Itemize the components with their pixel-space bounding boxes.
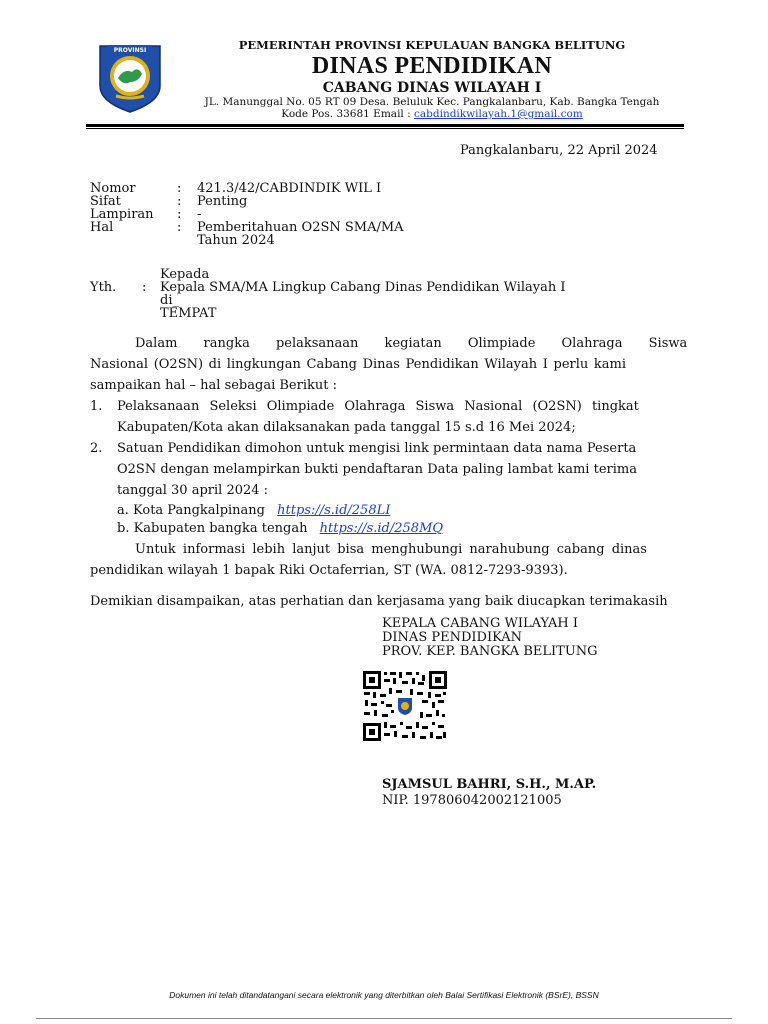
link-bangka-tengah[interactable]: https://s.id/258MQ: [319, 521, 444, 536]
letterhead-government: PEMERINTAH PROVINSI KEPULAUAN BANGKA BELITUNG: [238, 38, 626, 52]
signature-title3: PROV. KEP. BANGKA BELITUNG: [382, 644, 598, 659]
item2-number: 2.: [90, 441, 103, 456]
signature-title1: KEPALA CABANG WILAYAH I: [382, 616, 579, 631]
letterhead-rule-thin: [86, 128, 684, 129]
item2-line1: Satuan Pendidikan dimohon untuk mengisi link permintaan data nama Peserta: [117, 441, 637, 456]
link-pangkalpinang[interactable]: https://s.id/258LI: [277, 503, 391, 518]
sub-item-a-label: a. Kota Pangkalpinang: [117, 503, 266, 518]
signature-title2: DINAS PENDIDIKAN: [382, 630, 523, 645]
email-link[interactable]: cabdindikwilayah.1@gmail.com: [414, 108, 583, 120]
item2-line3: tanggal 30 april 2024 :: [117, 483, 269, 498]
signature-nip: NIP. 197806042002121005: [382, 793, 562, 808]
meta-label-hal: Hal: [90, 220, 114, 235]
closing-text: Demikian disampaikan, atas perhatian dan kerjasama yang baik diucapkan terimakasih: [90, 594, 668, 609]
sub-item-b-label: b. Kabupaten bangka tengah: [117, 521, 308, 536]
item1-line2: Kabupaten/Kota akan dilaksanakan pada tanggal 15 s.d 16 Mei 2024;: [117, 420, 576, 435]
meta-value-lampiran: -: [197, 207, 202, 222]
recipient-kepada: Kepada: [160, 267, 210, 282]
meta-value-hal: Pemberitahuan O2SN SMA/MA: [197, 220, 404, 235]
letterhead-postal-email: [178, 108, 686, 120]
intro-line1-text: Dalam rangka pelaksanaan kegiatan Olimpiade Olahraga Siswa: [135, 336, 688, 351]
meta-value-nomor: 421.3/42/CABDINDIK WIL I: [197, 181, 382, 196]
recipient-di: di_: [160, 293, 179, 308]
meta-sep-nomor: :: [177, 181, 182, 196]
info-line2: pendidikan wilayah 1 bapak Riki Octaferrian, ST (WA. 0812-7293-9393).: [90, 563, 568, 578]
recipient-sep: :: [142, 280, 147, 295]
place-date: Pangkalanbaru, 22 April 2024: [460, 143, 658, 158]
postal-code-text: Kode Pos. 33681 Email :: [281, 108, 414, 120]
letterhead-rule-thick: [86, 124, 684, 127]
body-intro-line3: sampaikan hal – hal sebagai Berikut :: [90, 378, 337, 393]
meta-value-hal-line2: Tahun 2024: [197, 233, 275, 248]
province-logo: [94, 42, 166, 114]
meta-value-sifat: Penting: [197, 194, 248, 209]
letterhead-branch: CABANG DINAS WILAYAH I: [322, 80, 542, 96]
sub-item-b: [117, 521, 443, 536]
letterhead-address: JL. Manunggal No. 05 RT 09 Desa. Beluluk Kec. Pangkalanbaru, Kab. Bangka Tengah: [204, 96, 660, 108]
meta-sep-hal: :: [177, 220, 182, 235]
item2-line2: O2SN dengan melampirkan bukti pendaftaran Data paling lambat kami terima: [117, 462, 637, 477]
recipient-place: TEMPAT: [160, 306, 217, 321]
meta-label-lampiran: Lampiran: [90, 207, 154, 222]
recipient-yth: Yth.: [90, 280, 117, 295]
footer-esign-note: Dokumen ini telah ditandatangani secara elektronik yang diterbitkan oleh Balai Sertifikasi Elektronik (BSrE), BSSN: [169, 990, 599, 1000]
svg-text:PROVINSI: PROVINSI: [113, 47, 147, 54]
qr-code-signature: [362, 670, 448, 742]
recipient-name: Kepala SMA/MA Lingkup Cabang Dinas Pendidikan Wilayah I: [160, 280, 566, 295]
meta-label-sifat: Sifat: [90, 194, 121, 209]
body-intro-line2: Nasional (O2SN) di lingkungan Cabang Dinas Pendidikan Wilayah I perlu kami: [90, 357, 626, 372]
body-intro-line1: [135, 336, 688, 351]
item1-line1: Pelaksanaan Seleksi Olimpiade Olahraga Siswa Nasional (O2SN) tingkat: [117, 399, 639, 414]
item1-number: 1.: [90, 399, 103, 414]
sub-item-a: [117, 503, 390, 518]
info-line1: Untuk informasi lebih lanjut bisa menghubungi narahubung cabang dinas: [135, 542, 647, 557]
meta-label-nomor: Nomor: [90, 181, 136, 196]
footer-rule: [36, 1018, 732, 1019]
letterhead-agency: DINAS PENDIDIKAN: [311, 53, 553, 79]
meta-sep-sifat: :: [177, 194, 182, 209]
meta-sep-lampiran: :: [177, 207, 182, 222]
signature-name: SJAMSUL BAHRI, S.H., M.AP.: [382, 777, 597, 792]
